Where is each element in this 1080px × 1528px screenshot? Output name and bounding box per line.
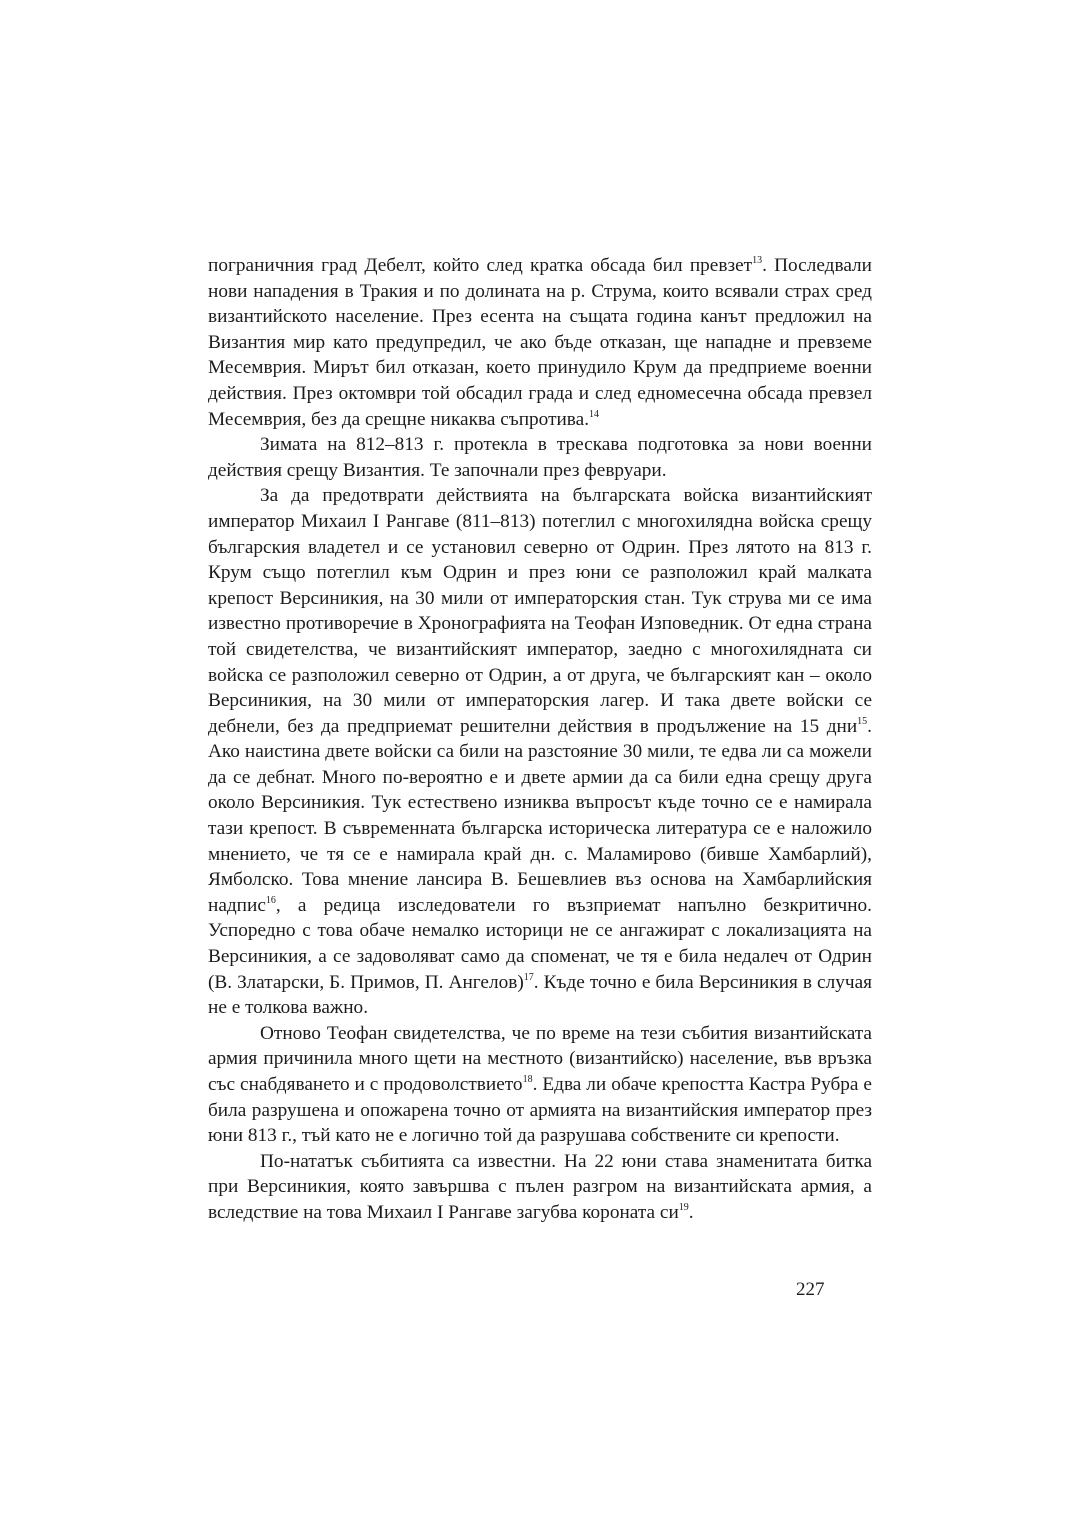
paragraph: Отново Теофан свидетелства, че по време на тези събития византийската армия причинила много щети на местното (византийско) население, във връзка със снабдяването и с продоволствието$^{18}$. Едва ли обаче крепостта Кастра Рубра е била разрушена и опожарена точно от армията на византийския император през юни 813 г., тъй като не е логично той да разрушава собствените си крепости. — [208, 1022, 872, 1147]
footnote-ref: 15 — [857, 715, 868, 727]
footnote-ref: 17 — [523, 971, 534, 983]
footnote-ref: 13 — [752, 255, 763, 266]
paragraph: Зимата на 812–813 г. протекла в трескава подготовка за нови военни действия срещу Византия. Те започнали през февруари. — [208, 434, 872, 481]
paragraph: пограничния град Дебелт, който след кратка обсада бил превзет$^{13}$. Последвали нови нападения в Тракия и по долината на р. Струма, които всявали страх сред византийското население. През есента на същата година канът предложил на Византия мир като предупредил, че ако бъде отказан, ще нападне и превземе Месемврия. Мирът бил отказан, което принудило Крум да предприеме военни действия. През октомври той обсадил града и след едномесечна обсада превзел Месемврия, без да срещне никаква съпротива.$^{14}$ — [208, 255, 872, 430]
footnote-ref: 16 — [265, 894, 276, 906]
paragraph: По-нататък събитията са известни. На 22 юни става знаменитата битка при Версиникия, която завършва с пълен разгром на византийската армия, а вследствие на това Михаил I Рангаве загубва короната $си^{19}$. — [208, 1150, 872, 1223]
page-number: 227 — [796, 1279, 825, 1300]
footnote-ref: 14 — [589, 408, 600, 420]
footnote-ref: 18 — [522, 1074, 533, 1085]
body-text — [208, 253, 872, 1226]
paragraph: За да предотврати действията на българската войска византийският император Михаил I Рангаве (811–813) потеглил с многохилядна войска срещу българския владетел и се установил северно от Одрин. През лятото на 813 г. Крум също потеглил към Одрин и през юни се разположил край малката крепост Версиникия, на 30 мили от императорския стан. Тук струва ми се има известно противоречие в Хронографията на Теофан Изповедник. От една страна той свидетелства, че византийският император, заедно с многохилядната си войска се разположил северно от Одрин, а от друга, че българският кан – около Версиникия, на 30 мили от императорския лагер. И така двете войски се дебнели, без да предприемат решителни действия в продължение на 15 дни$^{15}$. Ако наистина двете войски са били на разстояние 30 мили, те едва ли са можели да се дебнат. Много по-вероятно е и двете армии да са били една срещу друга около Версиникия. Тук естествено изниква въпросът къде точно се е намирала тази крепост. В съвременната българска историческа литература се е наложило мнението, че тя се е намирала край дн. с. Маламирово (бивше Хамбарлий), Ямболско. Това мнение лансира В. Бешевлиев въз основа на Хамбарлийския надпис$^{16}$, а редица изследователи го възприемат напълно безкритично. Успоредно с това обаче немалко историци не се ангажират с локализацията на Версиникия, а се задоволяват само да споменат, че тя е била недалеч от Одрин (В. Златарски, Б. Примов, П. Ангелов)$^{17}$. Къде точно е била Версиникия в случая не е толкова важно. — [208, 485, 872, 1019]
footnote-ref: 19 — [678, 1201, 689, 1213]
